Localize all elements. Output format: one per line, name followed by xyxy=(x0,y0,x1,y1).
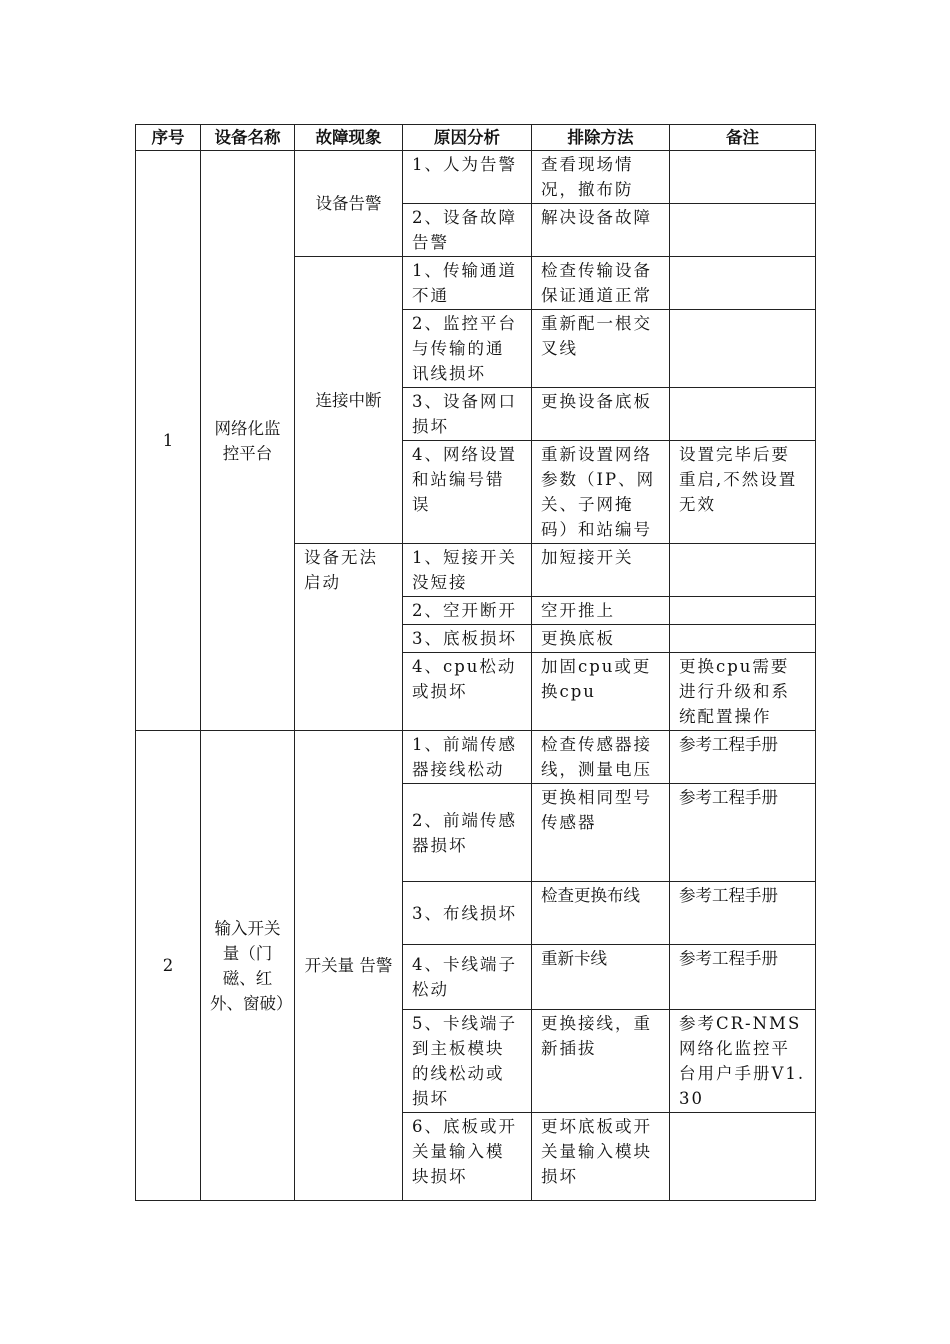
note-cell: 参考工程手册 xyxy=(670,784,816,882)
note-cell: 参考工程手册 xyxy=(670,945,816,1010)
cause-cell: 1、人为告警 xyxy=(403,151,532,204)
cause-cell: 2、前端传感器损坏 xyxy=(403,784,532,882)
table-header-row xyxy=(136,125,816,151)
method-cell: 加短接开关 xyxy=(532,544,670,597)
cause-cell: 6、底板或开关量输入模块损坏 xyxy=(403,1113,532,1201)
cause-cell: 4、卡线端子松动 xyxy=(403,945,532,1010)
method-cell: 检查更换布线 xyxy=(532,882,670,945)
symptom-cell: 设备无法启动 xyxy=(295,544,403,731)
note-cell xyxy=(670,544,816,597)
method-cell: 解决设备故障 xyxy=(532,204,670,257)
header-note: 备注 xyxy=(670,125,816,151)
method-cell: 更换相同型号传感器 xyxy=(532,784,670,882)
method-cell: 查看现场情况，撤布防 xyxy=(532,151,670,204)
note-cell xyxy=(670,257,816,310)
header-symptom: 故障现象 xyxy=(295,125,403,151)
note-cell xyxy=(670,204,816,257)
note-cell: 参考CR-NMS网络化监控平台用户手册V1.30 xyxy=(670,1010,816,1113)
table-row xyxy=(136,151,816,204)
cause-cell: 3、底板损坏 xyxy=(403,625,532,653)
method-cell: 加固cpu或更换cpu xyxy=(532,653,670,731)
table-row xyxy=(136,731,816,784)
note-cell xyxy=(670,625,816,653)
note-cell: 设置完毕后要重启,不然设置无效 xyxy=(670,441,816,544)
cause-cell: 3、布线损坏 xyxy=(403,882,532,945)
header-no: 序号 xyxy=(136,125,201,151)
cause-cell: 2、空开断开 xyxy=(403,597,532,625)
cause-cell: 2、监控平台与传输的通讯线损坏 xyxy=(403,310,532,388)
symptom-cell: 连接中断 xyxy=(295,257,403,544)
cause-cell: 4、网络设置和站编号错误 xyxy=(403,441,532,544)
cause-cell: 3、设备网口损坏 xyxy=(403,388,532,441)
method-cell: 检查传感器接线，测量电压 xyxy=(532,731,670,784)
symptom-cell: 设备告警 xyxy=(295,151,403,257)
cause-cell: 1、前端传感器接线松动 xyxy=(403,731,532,784)
method-cell: 检查传输设备保证通道正常 xyxy=(532,257,670,310)
header-method: 排除方法 xyxy=(532,125,670,151)
method-cell: 更换底板 xyxy=(532,625,670,653)
row-number-cell: 2 xyxy=(136,731,201,1201)
cause-cell: 2、设备故障告警 xyxy=(403,204,532,257)
note-cell xyxy=(670,151,816,204)
note-cell xyxy=(670,597,816,625)
cause-cell: 1、短接开关没短接 xyxy=(403,544,532,597)
device-name-cell: 输入开关量（门磁、红外、窗破） xyxy=(201,731,295,1201)
fault-table xyxy=(135,124,816,1201)
note-cell xyxy=(670,1113,816,1201)
method-cell: 重新设置网络参数（IP、网关、子网掩码）和站编号 xyxy=(532,441,670,544)
row-number-cell: 1 xyxy=(136,151,201,731)
method-cell: 更换设备底板 xyxy=(532,388,670,441)
method-cell: 更坏底板或开关量输入模块损坏 xyxy=(532,1113,670,1201)
note-cell: 更换cpu需要进行升级和系统配置操作 xyxy=(670,653,816,731)
device-name-cell: 网络化监控平台 xyxy=(201,151,295,731)
cause-cell: 1、传输通道不通 xyxy=(403,257,532,310)
note-cell: 参考工程手册 xyxy=(670,731,816,784)
method-cell: 重新卡线 xyxy=(532,945,670,1010)
symptom-cell: 开关量 告警 xyxy=(295,731,403,1201)
note-cell: 参考工程手册 xyxy=(670,882,816,945)
header-cause: 原因分析 xyxy=(403,125,532,151)
header-device: 设备名称 xyxy=(201,125,295,151)
method-cell: 空开推上 xyxy=(532,597,670,625)
cause-cell: 4、cpu松动或损坏 xyxy=(403,653,532,731)
cause-cell: 5、卡线端子到主板模块的线松动或损坏 xyxy=(403,1010,532,1113)
note-cell xyxy=(670,388,816,441)
method-cell: 更换接线，重新插拔 xyxy=(532,1010,670,1113)
note-cell xyxy=(670,310,816,388)
method-cell: 重新配一根交叉线 xyxy=(532,310,670,388)
